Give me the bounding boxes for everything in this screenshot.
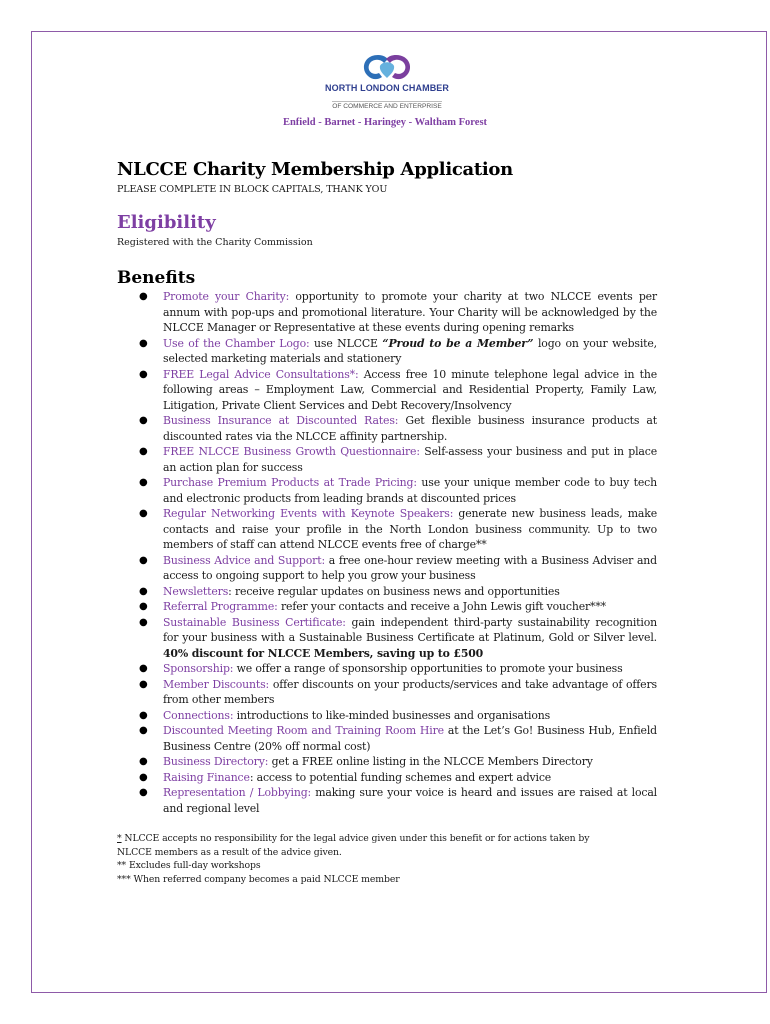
benefit-text: introductions to like-minded businesses and organisations — [233, 708, 551, 722]
benefit-title: Connections: — [163, 708, 234, 722]
benefit-text: logo on your website, selected marketing materials and stationery — [163, 336, 657, 365]
benefit-item — [117, 770, 657, 786]
benefit-item — [117, 289, 657, 336]
benefit-item — [117, 553, 657, 584]
footnote-legal-mark: * — [117, 833, 122, 844]
benefit-title: Promote your Charity: — [163, 290, 290, 303]
bullet-icon: ● — [139, 585, 148, 597]
bullet-icon: ● — [139, 787, 148, 798]
benefit-title: Regular Networking Events with Keynote Speakers: — [163, 507, 454, 520]
benefit-text: “Proud to be a Member” — [382, 336, 534, 350]
benefit-text: offer discounts on your products/services and take advantage of offers from other members — [163, 677, 657, 706]
main-content — [117, 158, 657, 886]
bullet-icon: ● — [139, 554, 148, 566]
benefit-item — [117, 754, 657, 770]
benefit-item — [117, 677, 657, 708]
benefit-text: get a FREE online listing in the NLCCE Members Directory — [268, 755, 593, 768]
benefit-text: we offer a range of sponsorship opportunities to promote your business — [233, 662, 623, 675]
benefit-title: Purchase Premium Products at Trade Pricing: — [163, 476, 417, 489]
footnote-referral: *** When referred company becomes a paid NLCCE member — [117, 873, 400, 885]
benefit-title: Sponsorship: — [163, 662, 234, 675]
benefit-item — [117, 723, 657, 754]
bullet-icon: ● — [139, 291, 148, 302]
benefit-text: Access free 10 minute telephone legal advice in the following areas – Employment Law, Commercial and Residential Property, Family Law, Litigation, Private Client Services and Debt Recovery/Insolvency — [163, 367, 657, 412]
bullet-icon: ● — [139, 477, 148, 488]
footnote-workshops: ** Excludes full-day workshops — [117, 860, 261, 871]
bullet-icon: ● — [139, 415, 148, 426]
benefit-title: Raising Finance — [163, 770, 250, 784]
benefit-item — [117, 584, 657, 600]
benefit-item — [117, 599, 657, 615]
benefit-text: Get flexible business insurance products at discounted rates via the NLCCE affinity partnership. — [163, 414, 657, 443]
benefit-text: use your unique member code to buy tech and electronic products from leading brands at discounted prices — [163, 476, 657, 505]
bullet-icon: ● — [139, 709, 148, 721]
benefit-title: Newsletters — [163, 584, 229, 598]
benefits-heading: Benefits — [117, 268, 196, 288]
bullet-icon: ● — [139, 368, 148, 380]
benefit-text: use NLCCE — [309, 336, 383, 350]
bullet-icon: ● — [139, 725, 148, 736]
benefits-list — [117, 289, 657, 816]
footnotes — [117, 832, 657, 886]
benefit-text: gain independent third-party sustainability recognition for your business with a Sustainable Business Certificate at Platinum, Gold or Silver level. — [163, 615, 657, 644]
benefit-title: Sustainable Business Certificate: — [163, 615, 346, 629]
benefit-item — [117, 785, 657, 816]
logo-org-subtitle: OF COMMERCE AND ENTERPRISE — [332, 103, 442, 110]
bullet-icon: ● — [139, 601, 148, 612]
benefit-item — [117, 413, 657, 444]
bullet-icon: ● — [139, 337, 148, 349]
benefit-text: : access to potential funding schemes and expert advice — [249, 770, 552, 784]
benefit-item — [117, 708, 657, 724]
chamber-logo — [322, 52, 452, 110]
benefit-item — [117, 336, 657, 367]
benefit-title: Representation / Lobbying: — [163, 786, 312, 799]
bullet-icon: ● — [139, 508, 148, 519]
benefit-title: Business Insurance at Discounted Rates: — [163, 414, 399, 427]
benefit-title: Business Directory: — [163, 755, 269, 768]
footnote-legal — [117, 832, 657, 846]
benefit-text: Self-assess your business and put in place an action plan for success — [163, 445, 657, 474]
bullet-icon: ● — [139, 616, 148, 628]
benefit-item — [117, 444, 657, 475]
footnote-legal-line1: NLCCE accepts no responsibility for the legal advice given under this benefit or for actions taken by — [121, 833, 590, 844]
logo-org-name: NORTH LONDON CHAMBER — [325, 83, 449, 93]
boroughs-line: Enfield - Barnet - Haringey - Waltham Forest — [282, 117, 488, 128]
bullet-icon: ● — [139, 756, 148, 767]
page-subtitle: PLEASE COMPLETE IN BLOCK CAPITALS, THANK YOU — [117, 184, 388, 195]
benefit-text: generate new business leads, make contacts and raise your profile in the North London business community. Up to two members of staff can attend NLCCE events free of charge** — [163, 507, 657, 551]
benefit-title: Use of the Chamber Logo: — [163, 336, 310, 350]
bullet-icon: ● — [139, 446, 148, 457]
benefit-title: FREE NLCCE Business Growth Questionnaire: — [163, 445, 420, 458]
benefit-text: a free one-hour review meeting with a Business Adviser and access to ongoing support to help you grow your business — [163, 553, 657, 582]
benefit-item — [117, 506, 657, 553]
benefit-title: FREE Legal Advice Consultations*: — [163, 367, 359, 381]
benefit-text: opportunity to promote your charity at two NLCCE events per annum with pop-ups and promotional literature. Your Charity will be acknowledged by the NLCCE Manager or Representative at these events during opening remarks — [163, 290, 657, 334]
bullet-icon: ● — [139, 771, 148, 783]
eligibility-heading: Eligibility — [117, 212, 216, 233]
benefit-item — [117, 661, 657, 677]
page-title: NLCCE Charity Membership Application — [117, 159, 513, 180]
benefit-text: 40% discount for NLCCE Members, saving up to £500 — [163, 646, 484, 660]
benefit-title: Business Advice and Support: — [163, 553, 325, 567]
benefit-text: : receive regular updates on business news and opportunities — [228, 584, 560, 598]
benefit-text: refer your contacts and receive a John Lewis gift voucher*** — [277, 600, 606, 613]
bullet-icon: ● — [139, 678, 148, 690]
eligibility-text: Registered with the Charity Commission — [117, 237, 313, 248]
footnote-legal-line2: NLCCE members as a result of the advice given. — [117, 846, 342, 858]
benefit-title: Member Discounts: — [163, 677, 270, 691]
benefit-text: making sure your voice is heard and issues are raised at local and regional level — [163, 786, 657, 815]
chamber-logo-icon — [358, 52, 416, 82]
benefit-text: at the Let’s Go! Business Hub, Enfield Business Centre (20% off normal cost) — [163, 724, 658, 753]
benefit-item — [117, 475, 657, 506]
benefit-item — [117, 615, 657, 662]
benefit-item — [117, 367, 657, 414]
bullet-icon: ● — [139, 663, 148, 674]
benefit-title: Referral Programme: — [163, 600, 278, 613]
benefit-title: Discounted Meeting Room and Training Room Hire — [163, 724, 444, 737]
